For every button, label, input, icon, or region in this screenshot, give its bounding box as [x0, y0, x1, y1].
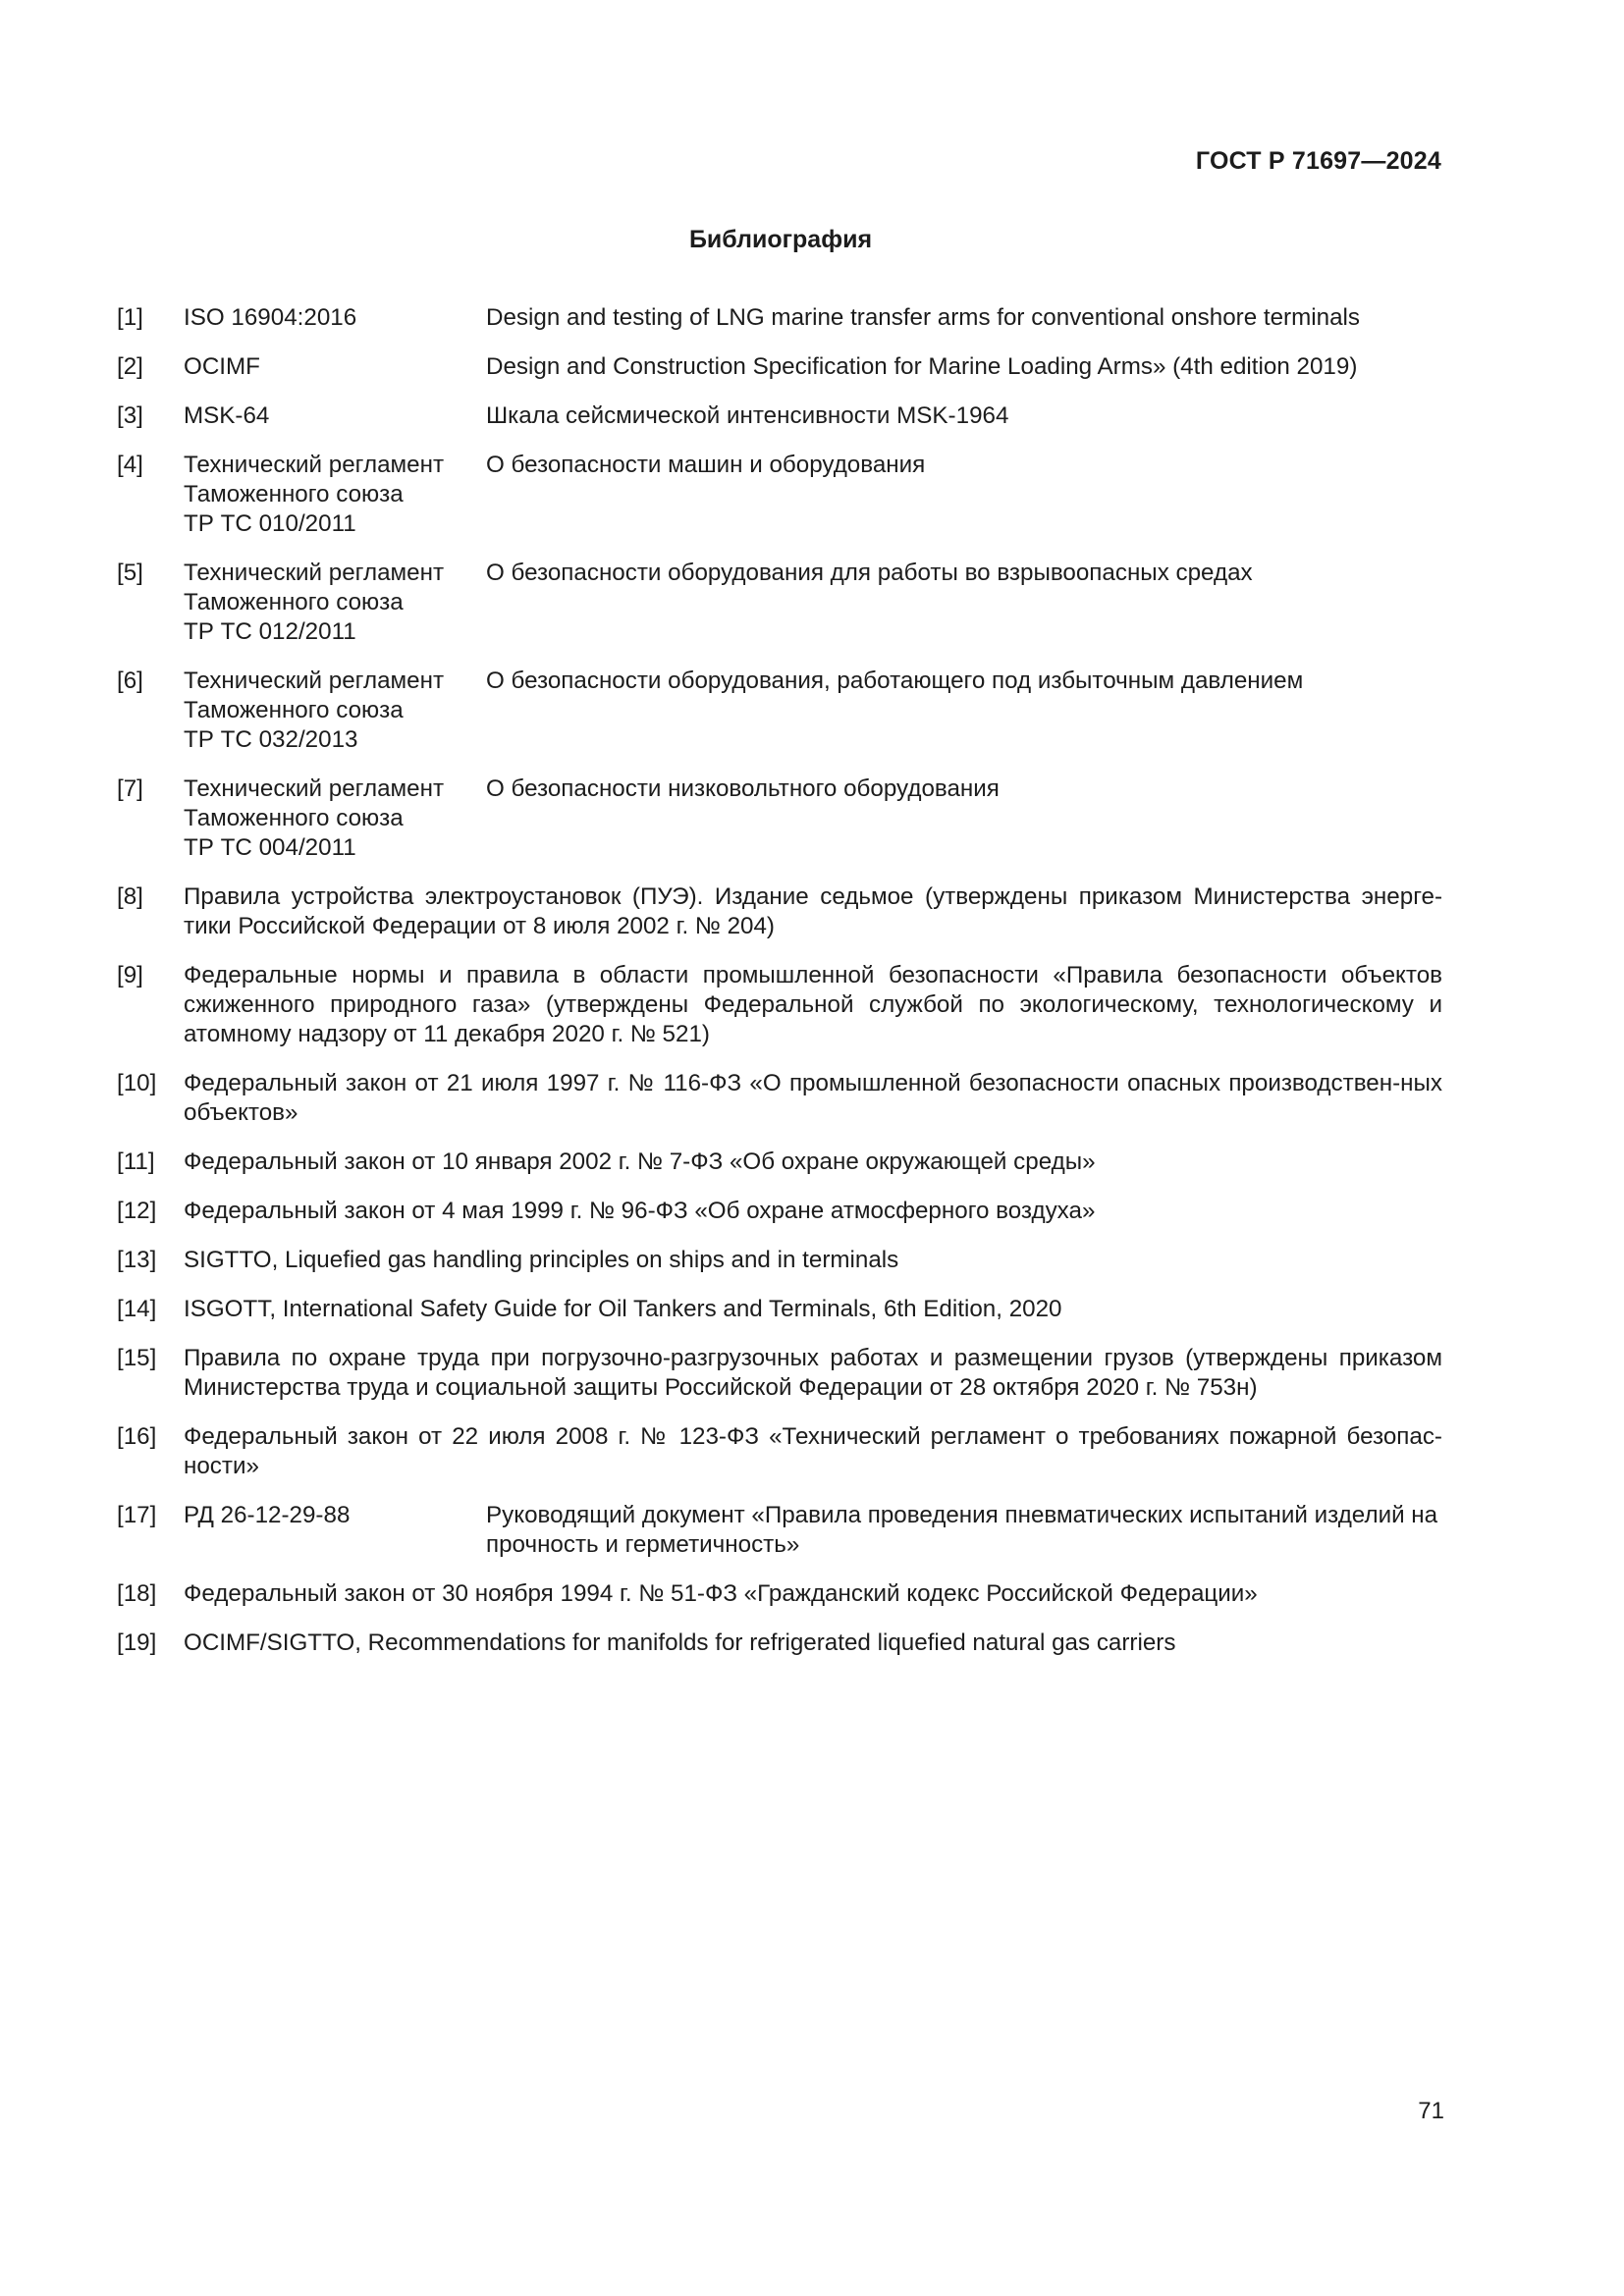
entry-code: Технический регламент Таможенного союза ТР ТС 032/2013 — [184, 667, 445, 753]
entry-number: [19] — [117, 1629, 157, 1656]
document-code-header: ГОСТ Р 71697—2024 — [1195, 147, 1441, 175]
entry-code: Технический регламент Таможенного союза ТР ТС 012/2011 — [184, 560, 445, 645]
entry-number: [6] — [117, 667, 143, 694]
entry-number: [14] — [117, 1296, 157, 1322]
entry-number: [13] — [117, 1247, 157, 1273]
entry-code: Технический регламент Таможенного союза ТР ТС 004/2011 — [184, 775, 445, 861]
bibliography-entry — [117, 352, 1442, 382]
bibliography-entry — [117, 667, 1442, 755]
entry-number: [9] — [117, 962, 143, 988]
bibliography-entry — [117, 451, 1442, 539]
bibliography-entry — [117, 961, 1442, 1049]
entry-code: Технический регламент Таможенного союза ТР ТС 010/2011 — [184, 452, 445, 537]
bibliography-entry — [117, 1579, 1442, 1609]
entry-number: [16] — [117, 1423, 157, 1450]
entry-text: Федеральные нормы и правила в области промышленной безопасности «Правила безопасности объектов сжиженного природного газа» (утверждены Федеральной службой по экологическому, технологическому и атомному надзору от 11 декабря 2020 г. № 521) — [184, 962, 1442, 1047]
bibliography-entry — [117, 1629, 1442, 1658]
entry-title: Design and testing of LNG marine transfer arms for conventional onshore terminals — [486, 304, 1360, 331]
bibliography-entry — [117, 1246, 1442, 1275]
bibliography-entry — [117, 882, 1442, 941]
bibliography-entry — [117, 1295, 1442, 1324]
entry-title: Руководящий документ «Правила проведения пневматических испытаний изделий на прочность и герметичность» — [486, 1502, 1438, 1558]
bibliography-entry — [117, 1197, 1442, 1226]
page-number: 71 — [1418, 2098, 1444, 2124]
entry-text: ISGOTT, International Safety Guide for Oil Tankers and Terminals, 6th Edition, 2020 — [184, 1296, 1062, 1322]
entry-title: О безопасности низковольтного оборудования — [486, 775, 1000, 802]
entry-code: MSK-64 — [184, 402, 270, 429]
entry-text: Федеральный закон от 4 мая 1999 г. № 96-ФЗ «Об охране атмосферного воздуха» — [184, 1198, 1096, 1224]
entry-number: [11] — [117, 1148, 155, 1175]
bibliography-entry — [117, 303, 1442, 333]
entry-title: О безопасности машин и оборудования — [486, 452, 926, 478]
entry-text: Правила устройства электроустановок (ПУЭ). Издание седьмое (утверждены приказом Министерства энерге-тики Российской Федерации от 8 июля 2002 г. № 204) — [184, 883, 1442, 939]
entry-text: Федеральный закон от 21 июля 1997 г. № 116-ФЗ «О промышленной безопасности опасных производствен-ных объектов» — [184, 1070, 1442, 1126]
entry-title: Design and Construction Specification for Marine Loading Arms» (4th edition 2019) — [486, 353, 1358, 380]
entry-number: [5] — [117, 560, 143, 586]
entry-number: [15] — [117, 1345, 157, 1371]
bibliography-entry — [117, 559, 1442, 647]
entry-number: [3] — [117, 402, 143, 429]
entry-text: Федеральный закон от 22 июля 2008 г. № 123-ФЗ «Технический регламент о требованиях пожарной безопас-ности» — [184, 1423, 1442, 1479]
bibliography-list — [117, 303, 1442, 1678]
entry-code: OCIMF — [184, 353, 260, 380]
entry-text: OCIMF/SIGTTO, Recommendations for manifolds for refrigerated liquefied natural gas carriers — [184, 1629, 1176, 1656]
entry-title: О безопасности оборудования, работающего под избыточным давлением — [486, 667, 1304, 694]
entry-text: Федеральный закон от 30 ноября 1994 г. № 51-ФЗ «Гражданский кодекс Российской Федерации» — [184, 1580, 1258, 1607]
bibliography-entry — [117, 1501, 1442, 1560]
bibliography-entry — [117, 401, 1442, 431]
entry-text: SIGTTO, Liquefied gas handling principles on ships and in terminals — [184, 1247, 899, 1273]
entry-number: [18] — [117, 1580, 157, 1607]
entry-number: [7] — [117, 775, 143, 802]
entry-number: [10] — [117, 1070, 157, 1096]
entry-number: [8] — [117, 883, 143, 910]
entry-title: О безопасности оборудования для работы во взрывоопасных средах — [486, 560, 1253, 586]
entry-text: Федеральный закон от 10 января 2002 г. № 7-ФЗ «Об охране окружающей среды» — [184, 1148, 1096, 1175]
entry-number: [12] — [117, 1198, 157, 1224]
bibliography-entry — [117, 1422, 1442, 1481]
bibliography-entry — [117, 1344, 1442, 1403]
entry-code: РД 26-12-29-88 — [184, 1502, 351, 1528]
bibliography-entry — [117, 774, 1442, 863]
entry-code: ISO 16904:2016 — [184, 304, 357, 331]
entry-number: [17] — [117, 1502, 157, 1528]
entry-title: Шкала сейсмической интенсивности MSK-1964 — [486, 402, 1009, 429]
entry-text: Правила по охране труда при погрузочно-разгрузочных работах и размещении грузов (утверждены приказом Министерства труда и социальной защиты Российской Федерации от 28 октября 2020 г. № 753н) — [184, 1345, 1442, 1401]
bibliography-entry — [117, 1148, 1442, 1177]
bibliography-entry — [117, 1069, 1442, 1128]
entry-number: [2] — [117, 353, 143, 380]
entry-number: [1] — [117, 304, 143, 331]
page-title: Библиография — [688, 226, 873, 253]
entry-number: [4] — [117, 452, 143, 478]
